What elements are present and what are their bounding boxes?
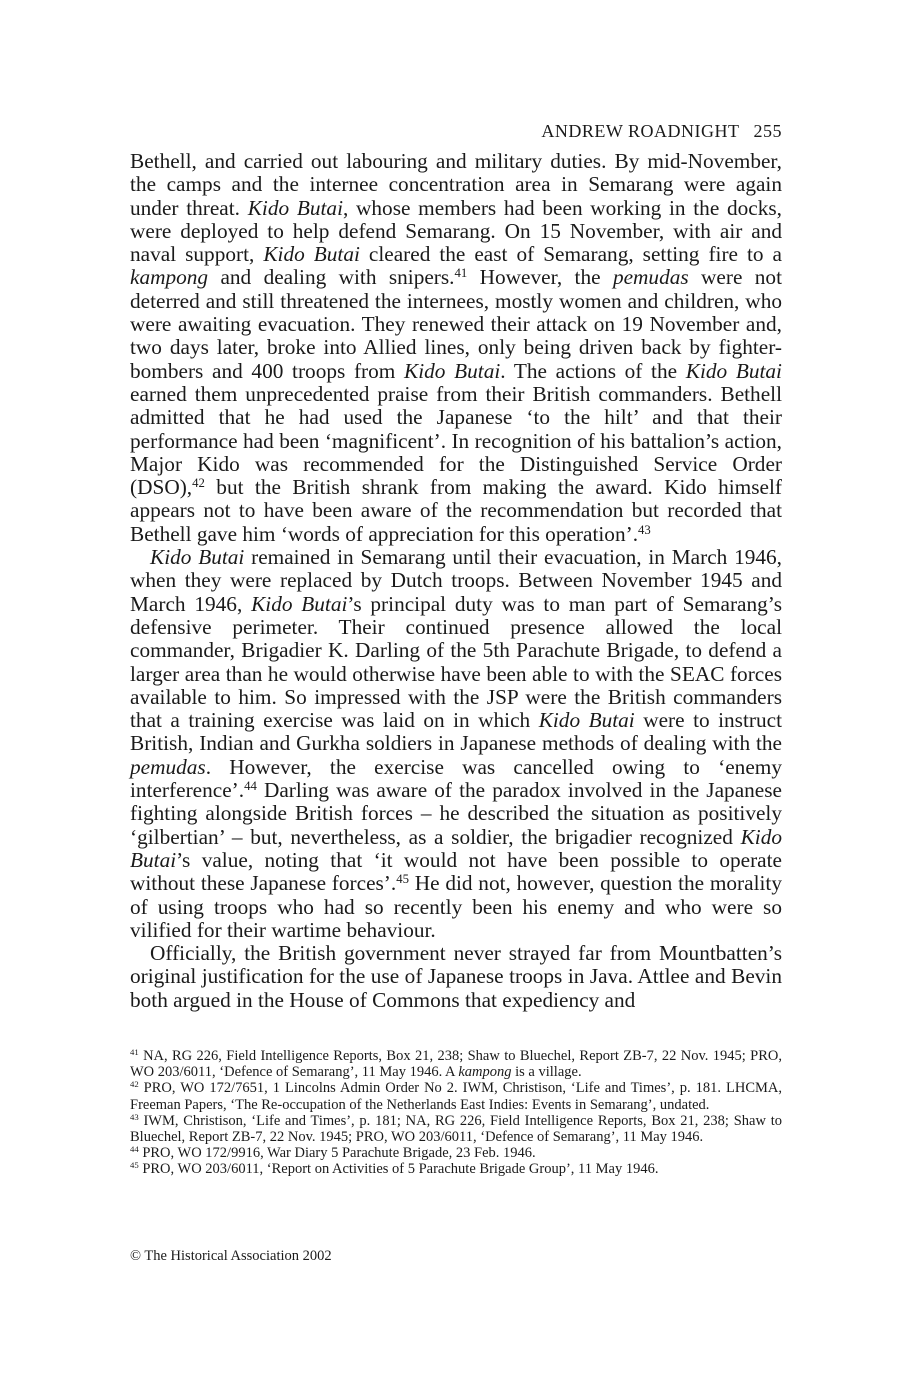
text-run: However, the (467, 265, 613, 290)
text-run: ’s value, noting that ‘it would not have been possible to operate without these Japanese forces’. (130, 847, 782, 896)
text-run: He did not, however, question the morality of using troops who had so recently been his enemy and who were so vilified for their wartime behaviour. (130, 871, 782, 942)
italic-run: pemudas (612, 265, 689, 290)
paragraph-3 (130, 942, 782, 1012)
footnote-44 (130, 1145, 782, 1161)
text-run: PRO, WO 172/9916, War Diary 5 Parachute Brigade, 23 Feb. 1946. (138, 1145, 536, 1162)
text-run: but the British shrank from making the award. Kido himself appears not to have been aware of the recommendation but recorded that Bethell gave him ‘words of appreciation for this operation’. (130, 475, 782, 546)
italic-run: Kido Butai (404, 358, 501, 383)
text-run: , whose members had been working in the docks, were deployed to help defend Semarang. On 15 November, with air and naval support, (130, 195, 782, 267)
italic-run: kampong (458, 1064, 512, 1081)
note-ref: 44 (244, 779, 257, 793)
italic-run: Kido Butai (538, 708, 635, 733)
running-header (130, 121, 782, 142)
text-run: . The actions of the (500, 358, 686, 383)
italic-run: Kido Butai (130, 824, 782, 872)
text-run: earned them unprecedented praise from their British commanders. Bethell admitted that he had used the Japanese ‘to the hilt’ and that their performance had been ‘magnificent’. In recognition of his battalion’s action, Major Kido was recommended for the Distinguished Service Order (DSO), (130, 381, 782, 500)
note-ref: 45 (396, 872, 409, 887)
note-ref: 42 (192, 476, 205, 491)
italic-run: pemudas (130, 754, 206, 779)
text-run: were not deterred and still threatened the internees, mostly women and children, who were awaiting evacuation. They renewed their attack on 19 November and, two days later, broke into Allied lines, only being driven back by fighter-bombers and 400 troops from (130, 265, 782, 383)
running-header-author: ANDREW ROADNIGHT (541, 121, 740, 141)
paragraph-1 (130, 150, 782, 546)
italic-run: Kido Butai (263, 242, 360, 267)
text-run: NA, RG 226, Field Intelligence Reports, Box 21, 238; Shaw to Bluechel, Report ZB-7, 22 Nov. 1945; PRO, WO 203/6011, ‘Defence of Semarang’, 11 May 1946. A (130, 1048, 782, 1081)
copyright-notice: © The Historical Association 2002 (130, 1248, 332, 1264)
paragraph-2 (130, 546, 782, 942)
italic-run: Kido Butai (685, 358, 782, 383)
footnotes (130, 1048, 782, 1178)
text-run: Bethell, and carried out labouring and military duties. By mid-November, the camps and the internee concentration area in Semarang were again under threat. (130, 149, 782, 220)
text-run: PRO, WO 172/7651, 1 Lincolns Admin Order No 2. IWM, Christison, ‘Life and Times’, p. 181. LHCMA, Freeman Papers, ‘The Re-occupation of the Netherlands East Indies: Events in Semarang’, undated. (130, 1080, 782, 1113)
note-ref: 44 (130, 1144, 139, 1155)
footnote-42 (130, 1080, 782, 1112)
text-run: cleared the east of Semarang, setting fire to a (359, 242, 782, 267)
text-run: and dealing with snipers. (208, 265, 455, 290)
footnote-41 (130, 1048, 782, 1080)
text-run: remained in Semarang until their evacuation, in March 1946, when they were replaced by Dutch troops. Between November 1945 and March 1946, (130, 545, 782, 616)
text-run: Officially, the British government never strayed far from Mountbatten’s original justification for the use of Japanese troops in Java. Attlee and Bevin both argued in the House of Commons that expediency and (130, 941, 782, 1012)
footnote-43 (130, 1113, 782, 1145)
italic-run: Kido Butai (251, 591, 348, 616)
footnote-45 (130, 1161, 782, 1177)
note-ref: 42 (130, 1079, 139, 1090)
note-ref: 43 (638, 522, 651, 537)
italic-run: kampong (130, 265, 209, 290)
note-ref: 43 (130, 1112, 139, 1123)
text-run: . However, the exercise was cancelled owing to ‘enemy interference’. (130, 754, 782, 803)
italic-run: Kido Butai (150, 545, 245, 570)
note-ref: 45 (130, 1160, 139, 1171)
page-number: 255 (753, 121, 782, 141)
note-ref: 41 (130, 1047, 139, 1058)
note-ref: 41 (454, 266, 468, 281)
body-text (130, 150, 782, 1012)
text-run: PRO, WO 203/6011, ‘Report on Activities of 5 Parachute Brigade Group’, 11 May 1946. (138, 1161, 659, 1178)
italic-run: Kido Butai (247, 195, 343, 220)
text-run: ’s principal duty was to man part of Semarang’s defensive perimeter. Their continued presence allowed the local commander, Brigadier K. Darling of the 5th Parachute Brigade, to defend a larger area than he would otherwise have been able to with the SEAC forces available to him. So impressed with the JSP were the British commanders that a training exercise was laid on in which (130, 591, 782, 733)
text-run: Darling was aware of the paradox involved in the Japanese fighting alongside British forces – he described the situation as positively ‘gilbertian’ – but, nevertheless, as a soldier, the brigadier recognized (130, 778, 782, 849)
text-run: is a village. (511, 1064, 582, 1081)
text-run: were to instruct British, Indian and Gurkha soldiers in Japanese methods of dealing with the (130, 708, 782, 756)
text-run: IWM, Christison, ‘Life and Times’, p. 181; NA, RG 226, Field Intelligence Reports, Box 21, 238; Shaw to Bluechel, Report ZB-7, 22 Nov. 1945; PRO, WO 203/6011, ‘Defence of Semarang’, 11 May 1946. (130, 1112, 782, 1146)
